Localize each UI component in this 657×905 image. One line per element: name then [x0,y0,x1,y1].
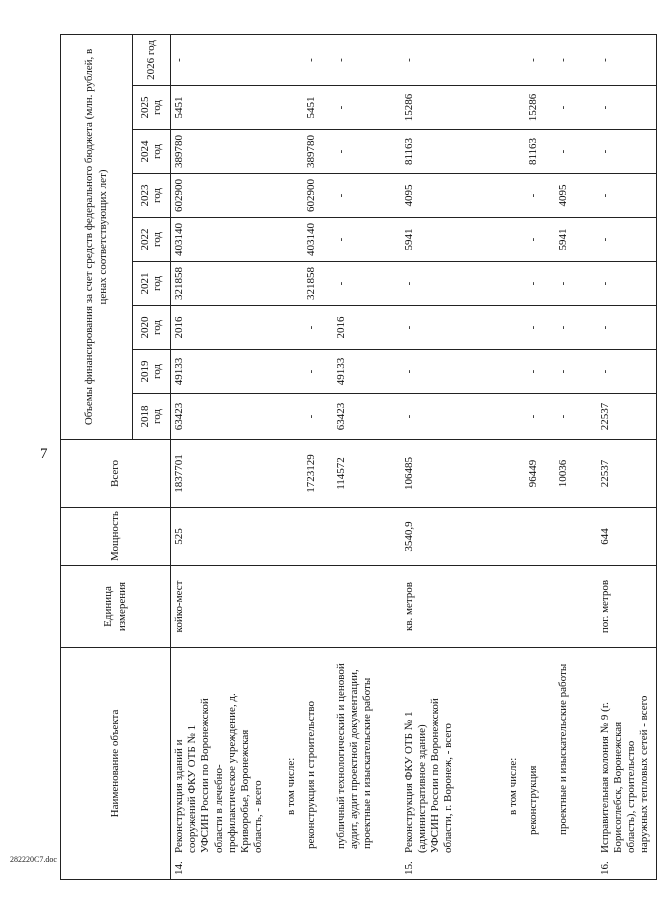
capacity-cell [505,508,525,566]
object-name-cell [303,648,333,880]
year-value-cell: - [401,394,505,440]
year-value-cell [283,394,303,440]
year-value-cell: - [555,34,597,85]
object-name-cell [401,648,505,880]
year-value-cell: - [333,34,401,85]
year-value-cell: 321858 [303,262,333,306]
capacity-cell: 644 [597,508,657,566]
year-value-cell: 81163 [525,130,555,174]
year-value-cell: - [525,306,555,350]
row-index: 15. [402,861,415,875]
year-value-cell: 15286 [525,86,555,130]
year-value-cell: 403140 [303,218,333,262]
year-value-cell: - [525,218,555,262]
table-row [283,34,303,879]
unit-cell: пог. метров [597,566,657,648]
header-object-name: Наименование объекта [61,648,171,880]
row-index: 16. [598,861,611,875]
year-value-cell: - [525,34,555,85]
header-total: Всего [61,440,171,508]
capacity-cell [333,508,401,566]
unit-cell [525,566,555,648]
year-value-cell: - [597,130,657,174]
year-value-cell [505,306,525,350]
year-value-cell: - [597,34,657,85]
footer-file-code: 282220С7.doc [10,855,57,864]
header-year: 2022 год [133,218,171,262]
sub-item-name: проектные и изыскательские работы [556,663,569,835]
year-value-cell [505,218,525,262]
total-cell [505,440,525,508]
header-year: 2019 год [133,350,171,394]
year-value-cell: - [597,218,657,262]
year-value-cell: - [597,350,657,394]
object-name-cell [525,648,555,880]
table-header [61,34,171,879]
year-value-cell: 403140 [171,218,283,262]
header-year: 2024 год [133,130,171,174]
year-value-cell: - [171,34,283,85]
year-value-cell [283,174,303,218]
capacity-cell: 3540,9 [401,508,505,566]
object-name: Реконструкция зданий и сооружений ФКУ ОТБ № 1 УФСИН России по Воронежской области в лечебно-профилактическое учреждение, д. Криворобье, Воронежская область, - всего [173,693,265,853]
financing-table [60,34,657,880]
year-value-cell [505,174,525,218]
capacity-cell [283,508,303,566]
year-value-cell: - [525,394,555,440]
table-row [303,34,333,879]
year-value-cell: - [333,262,401,306]
total-cell: 1837701 [171,440,283,508]
year-value-cell: - [333,174,401,218]
including-label: в том числе: [284,757,297,815]
total-cell [283,440,303,508]
year-value-cell: 49133 [171,350,283,394]
year-value-cell: 4095 [401,174,505,218]
unit-cell [505,566,525,648]
table-row [525,34,555,879]
header-unit: Единица измерения [61,566,171,648]
header-year: 2023 год [133,174,171,218]
row-index: 14. [173,861,185,875]
header-capacity: Мощность [61,508,171,566]
object-name: Исправительная колония № 9 (г. Борисоглебск, Воронежская область), строительство наружных тепловых сетей - всего [598,695,651,853]
year-value-cell: 63423 [171,394,283,440]
table-row [401,34,505,879]
year-value-cell: - [333,130,401,174]
year-value-cell [283,262,303,306]
year-value-cell [505,262,525,306]
header-financing-title: Объемы финансирования за счет средств федерального бюджета (млн. рублей, в ценах соответствующих лет) [61,34,133,439]
year-value-cell: - [555,130,597,174]
object-name-cell [283,648,303,880]
year-value-cell [505,34,525,85]
year-value-cell [283,218,303,262]
year-value-cell: 5451 [303,86,333,130]
total-cell: 106485 [401,440,505,508]
total-cell: 10036 [555,440,597,508]
year-value-cell [283,130,303,174]
year-value-cell: - [597,86,657,130]
unit-cell [555,566,597,648]
object-name-cell [505,648,525,880]
unit-cell [283,566,303,648]
capacity-cell: 525 [171,508,283,566]
year-value-cell: 321858 [171,262,283,306]
year-value-cell: 389780 [303,130,333,174]
year-value-cell: 63423 [333,394,401,440]
year-value-cell: - [555,394,597,440]
year-value-cell: - [597,306,657,350]
year-value-cell [505,86,525,130]
year-value-cell: - [401,34,505,85]
year-value-cell [283,34,303,85]
year-value-cell: - [401,306,505,350]
rotated-table-wrapper [60,35,651,880]
header-year: 2020 год [133,306,171,350]
year-value-cell: - [555,350,597,394]
year-value-cell: 49133 [333,350,401,394]
year-value-cell: - [555,306,597,350]
year-value-cell [283,306,303,350]
year-value-cell: 22537 [597,394,657,440]
object-name-cell [333,648,401,880]
year-value-cell: 5941 [555,218,597,262]
year-value-cell [505,130,525,174]
table-row [597,34,657,879]
year-value-cell: 389780 [171,130,283,174]
year-value-cell: - [401,350,505,394]
year-value-cell [505,350,525,394]
table-row [333,34,401,879]
year-value-cell: - [303,306,333,350]
year-value-cell: - [597,174,657,218]
object-name-cell [597,648,657,880]
year-value-cell: - [303,34,333,85]
year-value-cell: - [303,350,333,394]
year-value-cell: 4095 [555,174,597,218]
year-value-cell: - [333,86,401,130]
year-value-cell: - [597,262,657,306]
header-year: 2018 год [133,394,171,440]
year-value-cell: 5941 [401,218,505,262]
total-cell: 114572 [333,440,401,508]
header-year: 2026 год [133,34,171,85]
year-value-cell: - [555,262,597,306]
year-value-cell: - [401,262,505,306]
total-cell: 22537 [597,440,657,508]
year-value-cell: 2016 [333,306,401,350]
table-row [555,34,597,879]
sub-item-name: реконструкция [526,765,539,835]
capacity-cell [525,508,555,566]
year-value-cell: - [303,394,333,440]
year-value-cell: 81163 [401,130,505,174]
year-value-cell: - [525,174,555,218]
year-value-cell: - [525,350,555,394]
unit-cell [303,566,333,648]
unit-cell: койко-мест [171,566,283,648]
header-year: 2021 год [133,262,171,306]
object-name: Реконструкция ФКУ ОТБ № 1 (административное здание) УФСИН России по Воронежской области, г. Воронеж, - всего [402,698,455,853]
unit-cell: кв. метров [401,566,505,648]
year-value-cell: 2016 [171,306,283,350]
year-value-cell: 5451 [171,86,283,130]
sub-item-name: реконструкция и строительство [304,700,317,849]
unit-cell [333,566,401,648]
capacity-cell [555,508,597,566]
page-number: 7 [40,446,48,462]
year-value-cell [283,350,303,394]
sub-item-name: публичный технологический и ценовой аудит, аудит проектной документации, проектные и изыскательские работы [334,663,373,849]
table-row [505,34,525,879]
total-cell: 1723129 [303,440,333,508]
year-value-cell: 602900 [171,174,283,218]
capacity-cell [303,508,333,566]
object-name-cell [171,648,283,880]
header-year: 2025 год [133,86,171,130]
year-value-cell: 15286 [401,86,505,130]
year-value-cell: 602900 [303,174,333,218]
total-cell: 96449 [525,440,555,508]
year-value-cell: - [525,262,555,306]
year-value-cell [283,86,303,130]
table-row [171,34,283,879]
year-value-cell [505,394,525,440]
including-label: в том числе: [506,757,519,815]
year-value-cell: - [333,218,401,262]
object-name-cell [555,648,597,880]
table-body [171,34,657,879]
year-value-cell: - [555,86,597,130]
